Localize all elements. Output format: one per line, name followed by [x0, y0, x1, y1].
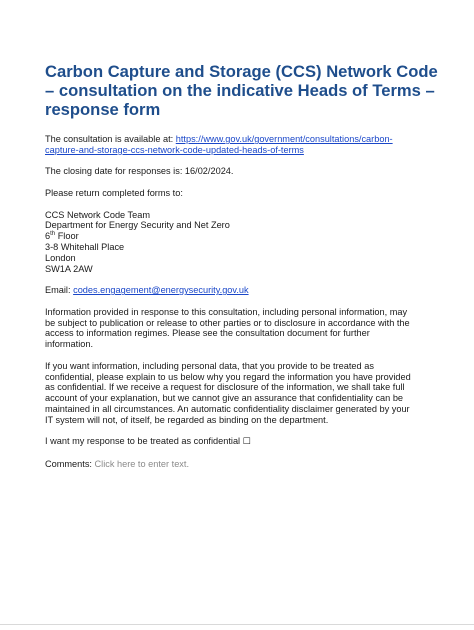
address-line-floor: 6th Floor — [45, 231, 79, 242]
closing-date: The closing date for responses is: 16/02/2024. — [45, 166, 234, 177]
comments-label: Comments: — [45, 458, 95, 469]
email-label: Email: — [45, 285, 74, 296]
email-link[interactable]: codes.engagement@energysecurity.gov.uk — [73, 285, 249, 296]
notice-line: confidential, please explain to us below why you regard the information you have provided — [45, 371, 411, 382]
page-bottom-divider — [0, 624, 474, 625]
notice-line: be subject to publication or release to other parties or to disclosure in accordance with the — [45, 317, 410, 328]
address-line: Department for Energy Security and Net Zero — [45, 220, 230, 231]
address-line: 3-8 Whitehall Place — [45, 241, 125, 252]
document-title — [45, 62, 438, 119]
notice-line: access to information regimes. Please see the consultation document for further — [45, 328, 370, 339]
address-line: CCS Network Code Team — [45, 209, 151, 220]
return-intro: Please return completed forms to: — [45, 187, 183, 198]
postal-address — [45, 210, 435, 275]
availability-paragraph — [45, 134, 435, 156]
confidential-option — [45, 436, 435, 448]
title-line: Carbon Capture and Storage (CCS) Network Code — [45, 62, 438, 81]
email-line — [45, 285, 435, 296]
document-page — [45, 62, 438, 470]
confidential-label: I want my response to be treated as confidential — [45, 436, 243, 447]
information-notice — [45, 307, 435, 350]
comments-line — [45, 459, 435, 470]
notice-line: maintained in all circumstances. An automatic confidentiality disclaimer generated by your — [45, 403, 410, 414]
comments-input[interactable]: Click here to enter text. — [94, 458, 189, 469]
title-line: response form — [45, 100, 161, 119]
confidentiality-notice — [45, 361, 435, 426]
notice-line: If you want information, including personal data, that you provide to be treated as — [45, 360, 374, 371]
notice-line: as confidential. If we receive a request for disclosure of the information, we shall take full — [45, 382, 405, 393]
address-line: London — [45, 252, 76, 263]
address-line: SW1A 2AW — [45, 263, 93, 274]
availability-prefix: The consultation is available at: — [45, 134, 176, 144]
title-line: – consultation on the indicative Heads of Terms – — [45, 81, 435, 100]
consultation-link[interactable]: https://www.gov.uk/government/consultations/carbon- — [175, 134, 393, 144]
notice-line: IT system will not, of itself, be regarded as binding on the department. — [45, 414, 329, 425]
notice-line: account of your explanation, but we cannot give an assurance that confidentiality can be — [45, 393, 404, 404]
notice-line: Information provided in response to this consultation, including personal information, may — [45, 306, 408, 317]
notice-line: information. — [45, 339, 94, 350]
confidential-checkbox[interactable]: ☐ — [242, 437, 251, 448]
consultation-link-continued[interactable]: capture-and-storage-ccs-network-code-updated-heads-of-terms — [45, 144, 304, 155]
